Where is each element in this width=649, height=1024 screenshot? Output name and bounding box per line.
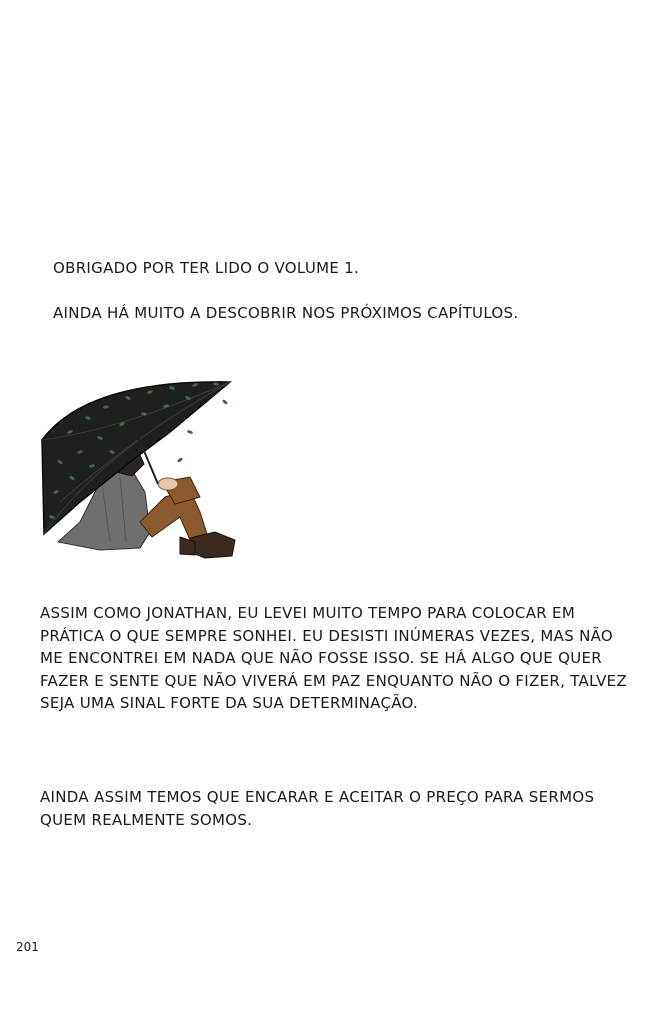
paragraph-line: FAZER E SENTE QUE NÃO VIVERÁ EM PAZ ENQUANTO NÃO O FIZER, TALVEZ [40,671,628,690]
paragraph-line: PRÁTICA O QUE SEMPRE SONHEI. EU DESISTI INÚMERAS VEZES, MAS NÃO [40,626,614,645]
person-under-umbrella-illustration [40,372,240,564]
page-number: 201 [16,940,39,954]
paragraph-line: ASSIM COMO JONATHAN, EU LEVEI MUITO TEMPO PARA COLOCAR EM [40,604,576,622]
paragraph-line: AINDA ASSIM TEMOS QUE ENCARAR E ACEITAR O PREÇO PARA SERMOS [40,788,595,806]
paragraph-line: SEJA UMA SINAL FORTE DA SUA DETERMINAÇÃO. [40,694,419,712]
more-chapters-line: AINDA HÁ MUITO A DESCOBRIR NOS PRÓXIMOS CAPÍTULOS. [53,304,519,322]
paragraph-line: QUEM REALMENTE SOMOS. [40,810,253,829]
paragraph-line: ME ENCONTREI EM NADA QUE NÃO FOSSE ISSO. SE HÁ ALGO QUE QUER [40,649,602,667]
closing-paragraph [40,786,594,831]
thanks-line: OBRIGADO POR TER LIDO O VOLUME 1. [53,259,360,277]
reflection-paragraph [40,602,627,715]
